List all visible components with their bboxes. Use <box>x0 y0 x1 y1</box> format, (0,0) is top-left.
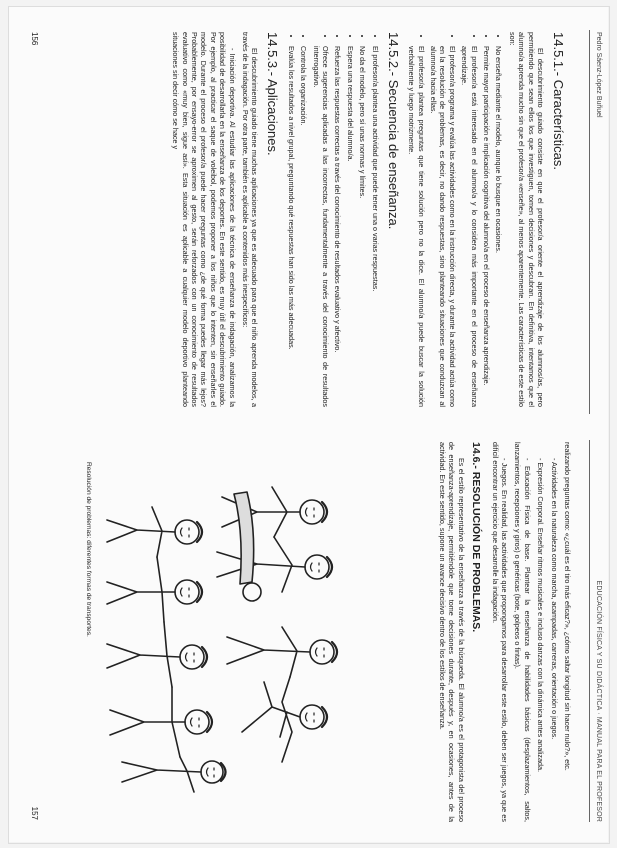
child-head <box>175 520 199 544</box>
child-body <box>227 627 310 677</box>
running-head-title: EDUCACIÓN FÍSICA Y SU DIDÁCTICA · MANUAL PARA EL PROFESOR <box>595 580 602 822</box>
child-head <box>175 580 199 604</box>
list-item: • Controla la organización. <box>299 46 308 407</box>
list-item: • El profesor/a está interesado en el alumno/a y lo considera más importante en el proceso de enseñanza aprendizaje. <box>460 46 479 407</box>
left-column <box>167 32 572 407</box>
list-item: • El profesor/a programa y evalúa las actividades como en la instrucción directa, y durante la actividad actúa como en la resolución de problemas, es decir, no dando respuestas, sino planteando situaciones que conduzcan al alumno/a hacia ellas. <box>429 46 457 407</box>
child-head <box>180 645 204 669</box>
arms-chain <box>282 677 292 762</box>
child-body <box>107 507 175 557</box>
paragraph-item: - Juegos. En realidad, las actividades que propongamos para desarrollar este estilo, deben ser juegos, ya que es difícil encontrar un ejercicio que desarrolle la indagación. <box>490 442 509 822</box>
child-body <box>122 757 201 792</box>
paragraph-sport-initiation: - Iniciación deportiva. Al estudiar las aplicaciones de la técnica de enseñanza de indagación, analizamos la posibilidad de desarrollarla en la enseñanza de los deportes. En este sentido, es muy útil el descubrimiento guiado. Por ejemplo, al practicar el saque de voleibol, podemos proponer a los niños que lo intenten, sin enseñarles el modelo. Durante el proceso el profesor/a puede hacer preguntas como ¿de qué forma puedes llegar más lejos? Probablemente, por ensayo-error se aproximen al gesto, serán reforzados con un conocimiento de resultados evaluativo como «muy bien, sigue así». Esta situación es aplicable a cualquier modelo deportivo planteando situaciones sin decir cómo se hace y <box>171 32 237 407</box>
list-item: • Espera una respuesta del alumno/a. <box>346 46 355 407</box>
child-body <box>217 537 305 592</box>
section-title-characteristics: 14.5.1.- Características. <box>551 32 566 170</box>
characteristics-list <box>407 32 504 407</box>
sequence-list <box>286 32 379 407</box>
children-transport-illustration <box>102 472 352 802</box>
right-column <box>434 442 572 822</box>
paragraph-item: - Educación Física de base. Plantear la enseñanza de habilidades básicas (desplazamientos, saltos, lanzamientos, recepciones y giros) o genéricas (bote, golpeos o fintas). <box>513 442 532 822</box>
section-title-problem-solving: 14.6.- RESOLUCIÓN DE PROBLEMAS. <box>470 442 483 633</box>
list-item: • Ofrece sugerencias aplicadas a las incorrectas, fundamentalmente a través del conocimiento de resultados interrogativo. <box>311 46 330 407</box>
paragraph-problem-solving: Es el estilo representativo de la enseñanza a través de la búsqueda. El alumno/a es el protagonista del proceso de enseñanza-aprendizaje, permitiéndole que tome decisiones durante, después y, en ocasiones, antes de la actividad. En este sentido, supone un avance decisivo dentro de los estilos de enseñanza. <box>437 442 466 822</box>
list-item: • Permite mayor participación e implicación cognitiva del alumno/a en el proceso de enseñanza aprendizaje. <box>482 46 491 407</box>
paragraph-continuation: realizando preguntas como: «¿cuál es el tiro más eficaz?», ¿cómo saltar longitud sin hacer nulo?», etc. <box>563 442 572 771</box>
paragraph-item: - Expresión Corporal. Enseñar ritmos musicales e incluso danzas con la dinámica antes analizada. <box>536 458 546 773</box>
right-page <box>22 432 612 832</box>
child-head <box>300 705 324 729</box>
list-item: • El profesor/a plantea preguntas que tiene solución pero no la dice. El alumno/a puede buscar la solución verbalmente y luego motrizmente. <box>407 46 426 407</box>
child-head <box>243 583 261 601</box>
header-rule <box>589 440 590 822</box>
paragraph-intro: El descubrimiento guiado consiste en que el profesor/a oriente el aprendizaje de los alumnos/as, pero permitiendo que sean ellos los que investiguen, tomen decisiones y descubran. En definitiva, intentamos que el alumno/a aprenda mucho sin que el profesor/a «enseñe», al menos aparentemente. Las características de este estilo son: <box>507 32 545 407</box>
child-body <box>110 687 185 757</box>
child-body <box>107 557 175 622</box>
section-title-sequence: 14.5.2.- Secuencia de enseñanza. <box>385 32 401 230</box>
child-head <box>201 761 223 783</box>
child-head <box>305 555 329 579</box>
paragraph-item: - Actividades en la naturaleza como marcha, acampadas, carreras, orientación o juegos. <box>549 458 559 740</box>
header-rule <box>589 30 590 414</box>
running-head-author: Pedro Sáenz-López Buñuel <box>595 32 602 118</box>
child-head <box>310 640 334 664</box>
page-number-right: 157 <box>30 806 39 820</box>
child-body <box>107 622 180 687</box>
rotated-book-spread <box>22 12 612 832</box>
section-title-applications: 14.5.3.- Aplicaciones. <box>265 32 281 156</box>
left-page <box>22 12 612 422</box>
list-item: • Evalúa los resultados a nivel grupal, preguntando qué respuestas han sido las más adecuadas. <box>286 46 295 407</box>
illustration-caption: Resolución de problemas: diferentes formas de transportes. <box>85 462 92 637</box>
list-item: • Refuerza las respuestas correctas a través del conocimiento de resultados evaluativo y afectivo. <box>333 46 342 407</box>
list-item: • No da el modelo, pero sí unas normas y límites. <box>358 46 367 407</box>
list-item: • No enseña mediante el modelo, aunque lo busque en ocasiones. <box>494 46 503 407</box>
child-head <box>300 500 324 524</box>
page-number-left: 156 <box>30 32 39 46</box>
list-item: • El profesor/a plantea una actividad que puede tener una o varias respuestas. <box>370 46 379 407</box>
child-head <box>185 710 209 734</box>
paragraph-applications: El descubrimiento guiado tiene muchas aplicaciones ya que es adecuado para que el niño aprenda modelos, a través de la indagación. Por otra parte, también es aplicable a contenidos más inespecíficos: <box>241 32 260 407</box>
